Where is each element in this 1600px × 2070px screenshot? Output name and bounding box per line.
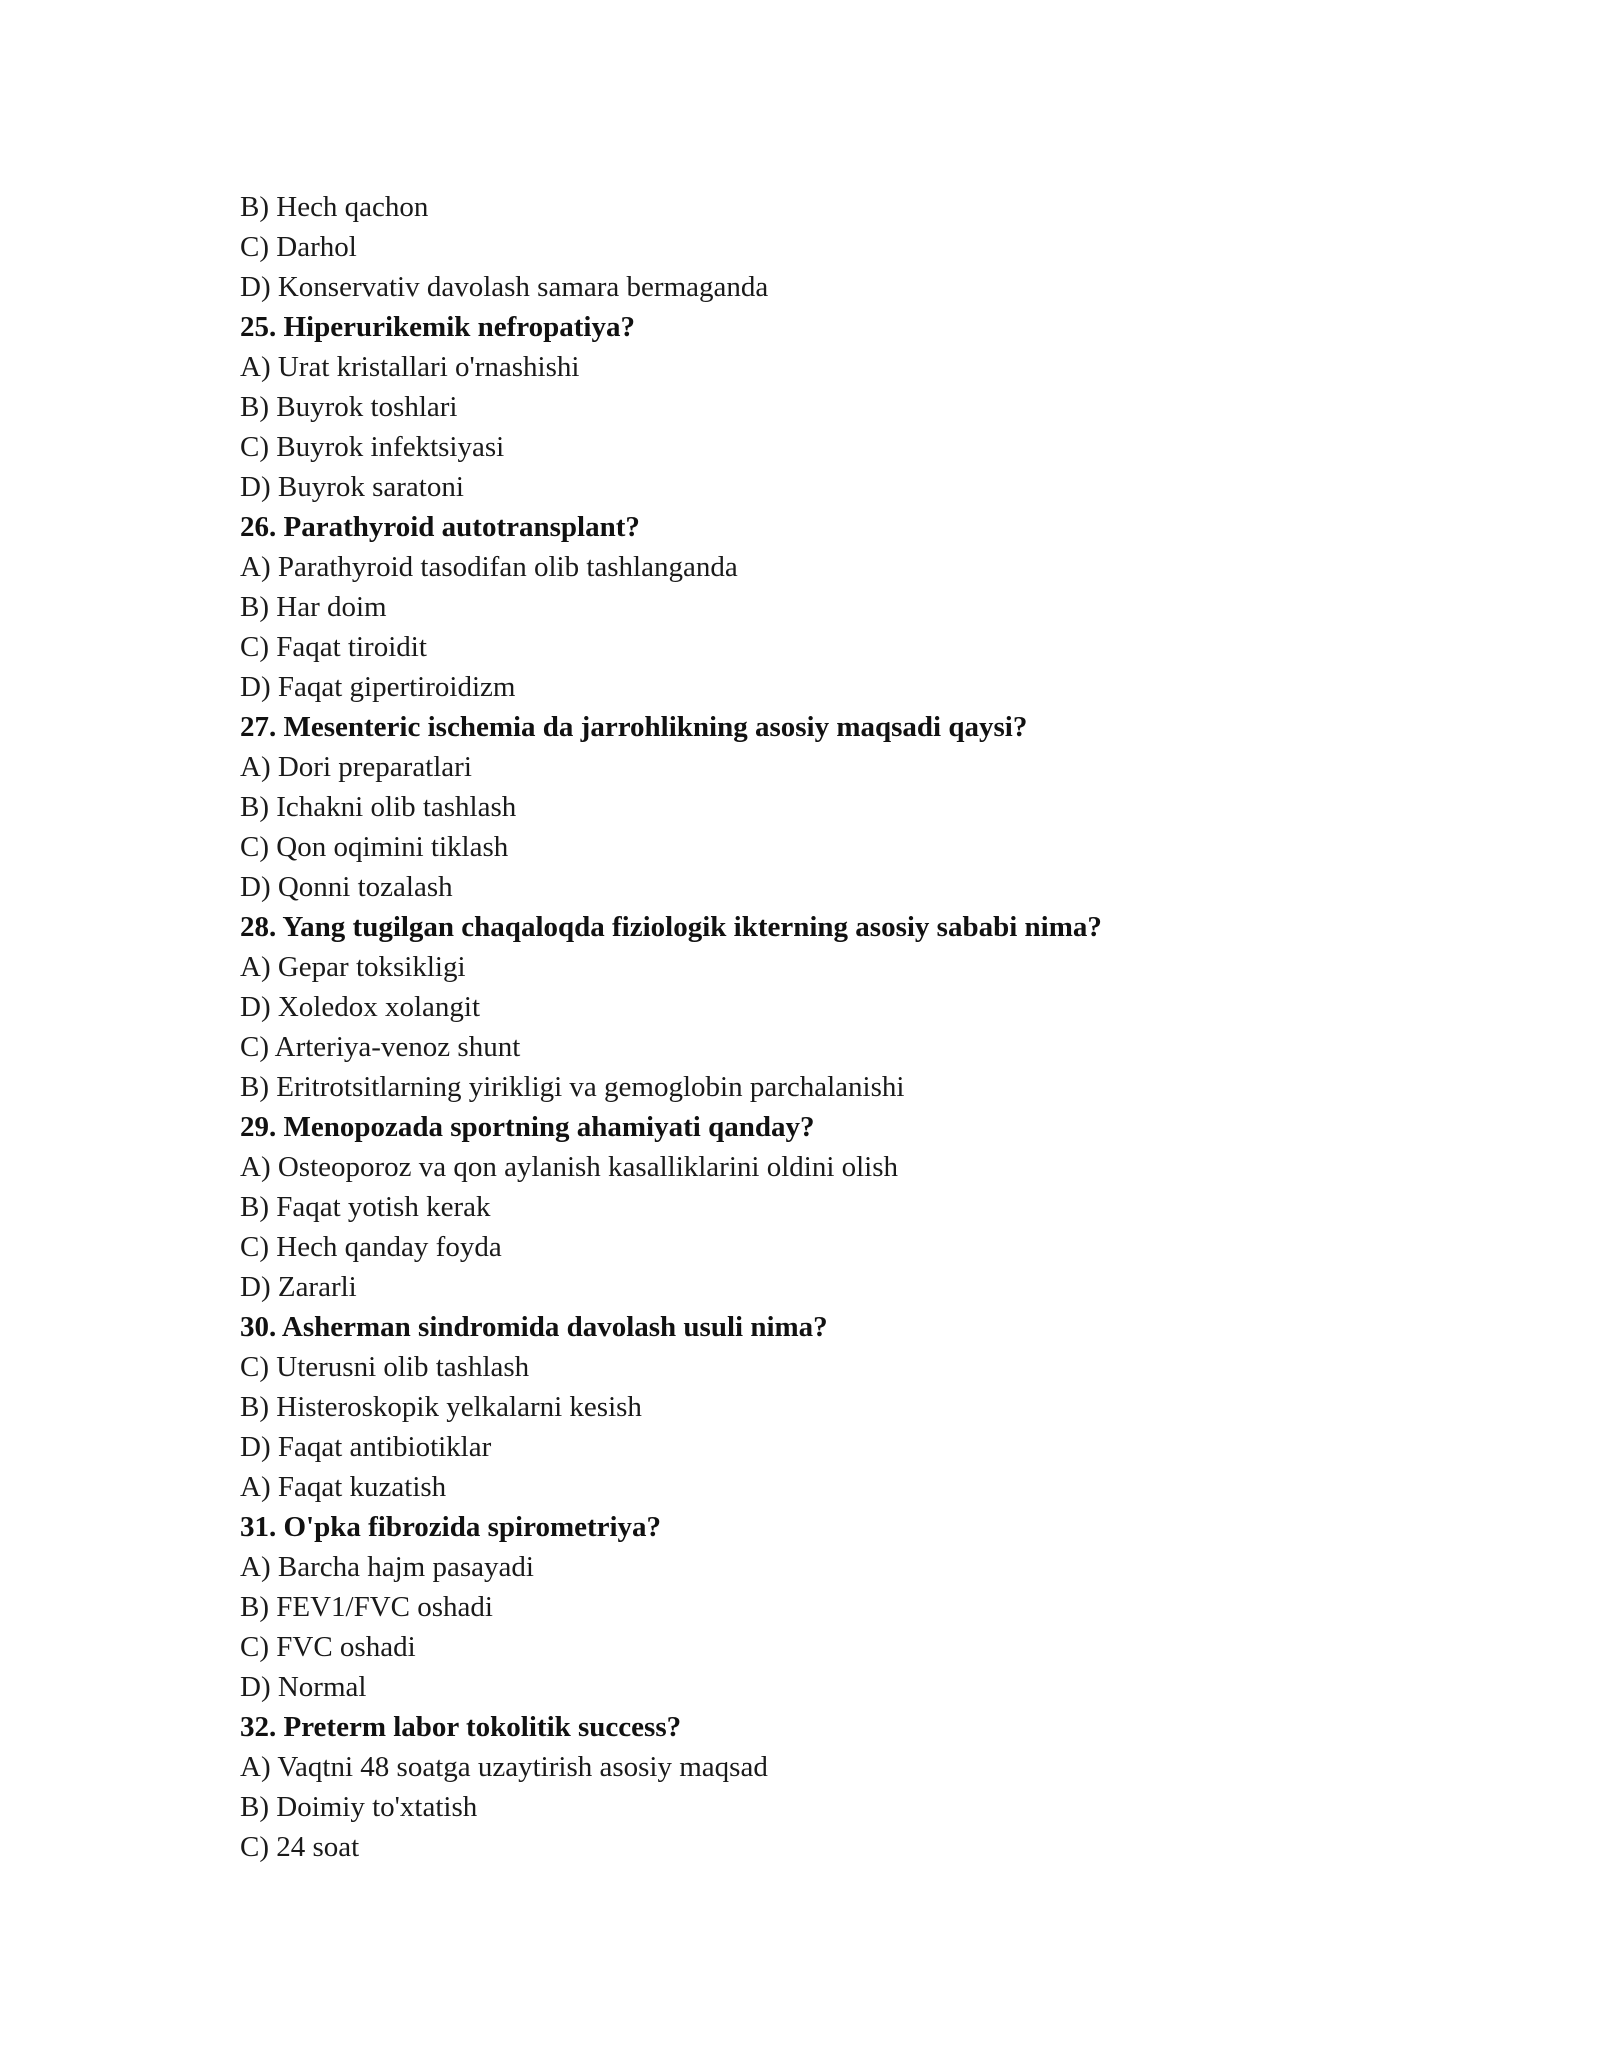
answer-option: C) Hech qanday foyda [240, 1231, 502, 1263]
question-heading: 29. Menopozada sportning ahamiyati qanday? [240, 1111, 815, 1143]
answer-option: D) Buyrok saratoni [240, 471, 464, 503]
answer-option: A) Dori preparatlari [240, 751, 472, 783]
answer-option: C) Uterusni olib tashlash [240, 1351, 530, 1383]
answer-option: B) Doimiy to'xtatish [240, 1791, 478, 1823]
answer-option: D) Faqat gipertiroidizm [240, 671, 516, 703]
answer-option: B) Buyrok toshlari [240, 391, 458, 423]
answer-option: C) Darhol [240, 231, 357, 263]
answer-option: C) 24 soat [240, 1831, 360, 1863]
question-heading: 32. Preterm labor tokolitik success? [240, 1711, 682, 1743]
quiz-text-body [240, 187, 1440, 1867]
answer-option: A) Osteoporoz va qon aylanish kasalliklarini oldini olish [240, 1151, 899, 1183]
answer-option: D) Faqat antibiotiklar [240, 1431, 492, 1463]
answer-option: C) Arteriya-venoz shunt [240, 1031, 521, 1063]
question-heading: 27. Mesenteric ischemia da jarrohlikning asosiy maqsadi qaysi? [240, 711, 1028, 743]
answer-option: C) Qon oqimini tiklash [240, 831, 509, 863]
answer-option: D) Normal [240, 1671, 367, 1703]
answer-option: A) Faqat kuzatish [240, 1471, 447, 1503]
answer-option: B) Faqat yotish kerak [240, 1191, 491, 1223]
answer-option: B) Har doim [240, 591, 387, 623]
answer-option: A) Barcha hajm pasayadi [240, 1551, 534, 1583]
answer-option: B) FEV1/FVC oshadi [240, 1591, 493, 1623]
answer-option: D) Konservativ davolash samara bermaganda [240, 271, 769, 303]
answer-option: D) Qonni tozalash [240, 871, 453, 903]
answer-option: B) Histeroskopik yelkalarni kesish [240, 1391, 642, 1423]
answer-option: C) FVC oshadi [240, 1631, 416, 1663]
answer-option: D) Zararli [240, 1271, 357, 1303]
answer-option: D) Xoledox xolangit [240, 991, 481, 1023]
question-heading: 25. Hiperurikemik nefropatiya? [240, 311, 635, 343]
question-heading: 26. Parathyroid autotransplant? [240, 511, 640, 543]
question-heading: 28. Yang tugilgan chaqaloqda fiziologik ikterning asosiy sababi nima? [240, 911, 1102, 943]
answer-option: A) Vaqtni 48 soatga uzaytirish asosiy maqsad [240, 1751, 768, 1783]
answer-option: B) Hech qachon [240, 191, 429, 223]
answer-option: A) Gepar toksikligi [240, 951, 466, 983]
answer-option: A) Parathyroid tasodifan olib tashlanganda [240, 551, 738, 583]
answer-option: C) Faqat tiroidit [240, 631, 427, 663]
answer-option: A) Urat kristallari o'rnashishi [240, 351, 580, 383]
question-heading: 30. Asherman sindromida davolash usuli nima? [240, 1311, 828, 1343]
question-heading: 31. O'pka fibrozida spirometriya? [240, 1511, 662, 1543]
answer-option: B) Ichakni olib tashlash [240, 791, 517, 823]
answer-option: B) Eritrotsitlarning yirikligi va gemoglobin parchalanishi [240, 1071, 905, 1103]
answer-option: C) Buyrok infektsiyasi [240, 431, 505, 463]
